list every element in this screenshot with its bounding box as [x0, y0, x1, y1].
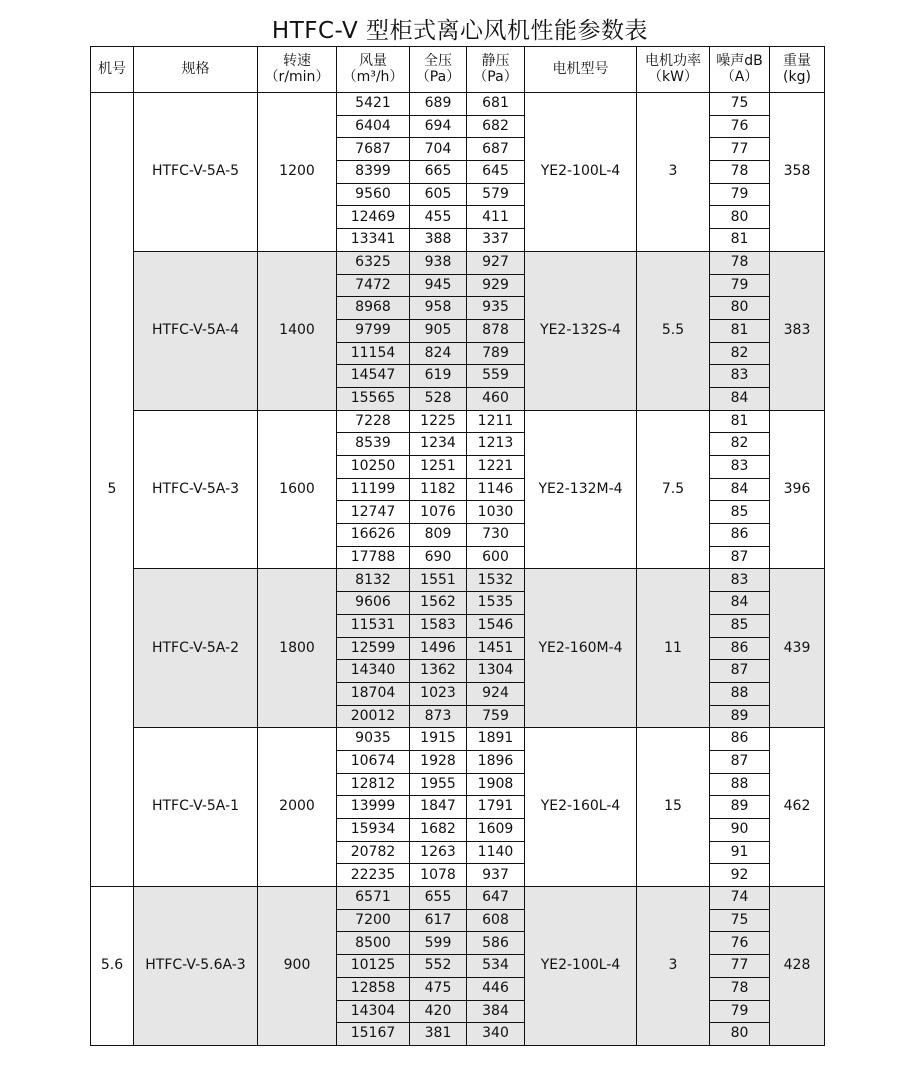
airflow-cell: 8500 — [337, 932, 410, 955]
table-row — [91, 93, 825, 116]
static-pressure-cell: 1140 — [467, 841, 525, 864]
static-pressure-cell: 935 — [467, 297, 525, 320]
total-pressure-cell: 873 — [410, 705, 467, 728]
noise-cell: 75 — [710, 93, 770, 116]
static-pressure-cell: 1791 — [467, 796, 525, 819]
static-pressure-cell: 878 — [467, 319, 525, 342]
noise-cell: 90 — [710, 819, 770, 842]
airflow-cell: 22235 — [337, 864, 410, 887]
total-pressure-cell: 694 — [410, 115, 467, 138]
airflow-cell: 11531 — [337, 614, 410, 637]
noise-cell: 85 — [710, 614, 770, 637]
airflow-cell: 10250 — [337, 456, 410, 479]
static-pressure-cell: 411 — [467, 206, 525, 229]
model-cell: HTFC-V-5A-3 — [134, 410, 258, 569]
static-pressure-cell: 1891 — [467, 728, 525, 751]
noise-cell: 77 — [710, 138, 770, 161]
static-pressure-cell: 460 — [467, 387, 525, 410]
noise-cell: 80 — [710, 1023, 770, 1046]
total-pressure-cell: 1076 — [410, 501, 467, 524]
total-pressure-cell: 1362 — [410, 660, 467, 683]
noise-cell: 89 — [710, 796, 770, 819]
static-pressure-cell: 1896 — [467, 750, 525, 773]
airflow-cell: 12747 — [337, 501, 410, 524]
total-pressure-cell: 619 — [410, 365, 467, 388]
noise-cell: 78 — [710, 251, 770, 274]
header-noise: 噪声dB （A） — [710, 47, 770, 93]
airflow-cell: 15167 — [337, 1023, 410, 1046]
airflow-cell: 12858 — [337, 977, 410, 1000]
total-pressure-cell: 655 — [410, 887, 467, 910]
header-model: 规格 — [134, 47, 258, 93]
airflow-cell: 8399 — [337, 161, 410, 184]
model-cell: HTFC-V-5A-4 — [134, 251, 258, 410]
weight-cell: 439 — [770, 569, 825, 728]
speed-cell: 1800 — [258, 569, 337, 728]
motor-model-cell: YE2-132M-4 — [525, 410, 637, 569]
noise-cell: 79 — [710, 183, 770, 206]
airflow-cell: 15934 — [337, 819, 410, 842]
header-airflow: 风量 （m³/h） — [337, 47, 410, 93]
speed-cell: 1400 — [258, 251, 337, 410]
static-pressure-cell: 1546 — [467, 614, 525, 637]
airflow-cell: 10674 — [337, 750, 410, 773]
total-pressure-cell: 938 — [410, 251, 467, 274]
total-pressure-cell: 1551 — [410, 569, 467, 592]
airflow-cell: 14547 — [337, 365, 410, 388]
model-cell: HTFC-V-5A-2 — [134, 569, 258, 728]
model-cell: HTFC-V-5A-1 — [134, 728, 258, 887]
noise-cell: 74 — [710, 887, 770, 910]
total-pressure-cell: 704 — [410, 138, 467, 161]
noise-cell: 86 — [710, 728, 770, 751]
airflow-cell: 12599 — [337, 637, 410, 660]
static-pressure-cell: 446 — [467, 977, 525, 1000]
static-pressure-cell: 1221 — [467, 456, 525, 479]
noise-cell: 75 — [710, 909, 770, 932]
header-weight: 重量 (kg) — [770, 47, 825, 93]
noise-cell: 83 — [710, 456, 770, 479]
static-pressure-cell: 1030 — [467, 501, 525, 524]
noise-cell: 82 — [710, 433, 770, 456]
motor-model-cell: YE2-160L-4 — [525, 728, 637, 887]
airflow-cell: 9035 — [337, 728, 410, 751]
table-row — [91, 887, 825, 910]
airflow-cell: 9560 — [337, 183, 410, 206]
static-pressure-cell: 1535 — [467, 592, 525, 615]
noise-cell: 81 — [710, 319, 770, 342]
noise-cell: 77 — [710, 955, 770, 978]
static-pressure-cell: 1532 — [467, 569, 525, 592]
static-pressure-cell: 1213 — [467, 433, 525, 456]
static-pressure-cell: 340 — [467, 1023, 525, 1046]
noise-cell: 92 — [710, 864, 770, 887]
motor-power-cell: 7.5 — [637, 410, 710, 569]
total-pressure-cell: 455 — [410, 206, 467, 229]
static-pressure-cell: 929 — [467, 274, 525, 297]
header-motor-power: 电机功率 （kW） — [637, 47, 710, 93]
noise-cell: 87 — [710, 546, 770, 569]
total-pressure-cell: 1234 — [410, 433, 467, 456]
header-motor-model: 电机型号 — [525, 47, 637, 93]
motor-model-cell: YE2-132S-4 — [525, 251, 637, 410]
static-pressure-cell: 1908 — [467, 773, 525, 796]
static-pressure-cell: 559 — [467, 365, 525, 388]
total-pressure-cell: 420 — [410, 1000, 467, 1023]
noise-cell: 81 — [710, 410, 770, 433]
noise-cell: 76 — [710, 932, 770, 955]
speed-cell: 1600 — [258, 410, 337, 569]
static-pressure-cell: 1451 — [467, 637, 525, 660]
total-pressure-cell: 809 — [410, 524, 467, 547]
static-pressure-cell: 789 — [467, 342, 525, 365]
static-pressure-cell: 384 — [467, 1000, 525, 1023]
airflow-cell: 12812 — [337, 773, 410, 796]
motor-power-cell: 15 — [637, 728, 710, 887]
total-pressure-cell: 1225 — [410, 410, 467, 433]
noise-cell: 79 — [710, 274, 770, 297]
noise-cell: 88 — [710, 773, 770, 796]
static-pressure-cell: 337 — [467, 229, 525, 252]
airflow-cell: 8132 — [337, 569, 410, 592]
noise-cell: 89 — [710, 705, 770, 728]
total-pressure-cell: 1847 — [410, 796, 467, 819]
total-pressure-cell: 1263 — [410, 841, 467, 864]
total-pressure-cell: 1251 — [410, 456, 467, 479]
total-pressure-cell: 605 — [410, 183, 467, 206]
weight-cell: 396 — [770, 410, 825, 569]
airflow-cell: 17788 — [337, 546, 410, 569]
airflow-cell: 12469 — [337, 206, 410, 229]
noise-cell: 85 — [710, 501, 770, 524]
static-pressure-cell: 937 — [467, 864, 525, 887]
static-pressure-cell: 600 — [467, 546, 525, 569]
header-row — [91, 47, 825, 93]
noise-cell: 84 — [710, 387, 770, 410]
header-speed: 转速 （r/min） — [258, 47, 337, 93]
table-row — [91, 251, 825, 274]
airflow-cell: 9799 — [337, 319, 410, 342]
airflow-cell: 7687 — [337, 138, 410, 161]
motor-model-cell: YE2-160M-4 — [525, 569, 637, 728]
airflow-cell: 18704 — [337, 682, 410, 705]
total-pressure-cell: 528 — [410, 387, 467, 410]
speed-cell: 900 — [258, 887, 337, 1046]
noise-cell: 86 — [710, 637, 770, 660]
total-pressure-cell: 1078 — [410, 864, 467, 887]
noise-cell: 78 — [710, 977, 770, 1000]
speed-cell: 1200 — [258, 93, 337, 252]
noise-cell: 83 — [710, 569, 770, 592]
noise-cell: 87 — [710, 660, 770, 683]
motor-power-cell: 11 — [637, 569, 710, 728]
total-pressure-cell: 599 — [410, 932, 467, 955]
total-pressure-cell: 689 — [410, 93, 467, 116]
airflow-cell: 15565 — [337, 387, 410, 410]
static-pressure-cell: 730 — [467, 524, 525, 547]
table-row — [91, 728, 825, 751]
static-pressure-cell: 687 — [467, 138, 525, 161]
table-row — [91, 410, 825, 433]
total-pressure-cell: 665 — [410, 161, 467, 184]
static-pressure-cell: 1304 — [467, 660, 525, 683]
total-pressure-cell: 690 — [410, 546, 467, 569]
noise-cell: 81 — [710, 229, 770, 252]
static-pressure-cell: 681 — [467, 93, 525, 116]
airflow-cell: 8539 — [337, 433, 410, 456]
airflow-cell: 11154 — [337, 342, 410, 365]
airflow-cell: 13341 — [337, 229, 410, 252]
performance-table — [90, 46, 825, 1046]
static-pressure-cell: 579 — [467, 183, 525, 206]
total-pressure-cell: 1023 — [410, 682, 467, 705]
total-pressure-cell: 1583 — [410, 614, 467, 637]
motor-power-cell: 3 — [637, 887, 710, 1046]
noise-cell: 84 — [710, 592, 770, 615]
weight-cell: 462 — [770, 728, 825, 887]
total-pressure-cell: 388 — [410, 229, 467, 252]
airflow-cell: 20012 — [337, 705, 410, 728]
motor-power-cell: 3 — [637, 93, 710, 252]
airflow-cell: 9606 — [337, 592, 410, 615]
static-pressure-cell: 647 — [467, 887, 525, 910]
total-pressure-cell: 381 — [410, 1023, 467, 1046]
total-pressure-cell: 905 — [410, 319, 467, 342]
airflow-cell: 7200 — [337, 909, 410, 932]
total-pressure-cell: 1955 — [410, 773, 467, 796]
static-pressure-cell: 924 — [467, 682, 525, 705]
page-title: HTFC-V 型柜式离心风机性能参数表 — [271, 18, 649, 44]
static-pressure-cell: 586 — [467, 932, 525, 955]
total-pressure-cell: 1496 — [410, 637, 467, 660]
noise-cell: 87 — [710, 750, 770, 773]
static-pressure-cell: 1146 — [467, 478, 525, 501]
airflow-cell: 6404 — [337, 115, 410, 138]
total-pressure-cell: 1915 — [410, 728, 467, 751]
table-row — [91, 569, 825, 592]
airflow-cell: 6571 — [337, 887, 410, 910]
header-machine-no: 机号 — [91, 47, 134, 93]
total-pressure-cell: 617 — [410, 909, 467, 932]
airflow-cell: 14340 — [337, 660, 410, 683]
total-pressure-cell: 1928 — [410, 750, 467, 773]
static-pressure-cell: 534 — [467, 955, 525, 978]
noise-cell: 83 — [710, 365, 770, 388]
static-pressure-cell: 645 — [467, 161, 525, 184]
speed-cell: 2000 — [258, 728, 337, 887]
noise-cell: 80 — [710, 297, 770, 320]
noise-cell: 82 — [710, 342, 770, 365]
machine-no-cell: 5.6 — [91, 887, 134, 1046]
airflow-cell: 7472 — [337, 274, 410, 297]
model-cell: HTFC-V-5.6A-3 — [134, 887, 258, 1046]
static-pressure-cell: 1609 — [467, 819, 525, 842]
airflow-cell: 20782 — [337, 841, 410, 864]
noise-cell: 91 — [710, 841, 770, 864]
weight-cell: 358 — [770, 93, 825, 252]
airflow-cell: 11199 — [337, 478, 410, 501]
motor-model-cell: YE2-100L-4 — [525, 93, 637, 252]
static-pressure-cell: 927 — [467, 251, 525, 274]
static-pressure-cell: 759 — [467, 705, 525, 728]
total-pressure-cell: 945 — [410, 274, 467, 297]
airflow-cell: 5421 — [337, 93, 410, 116]
noise-cell: 76 — [710, 115, 770, 138]
total-pressure-cell: 1182 — [410, 478, 467, 501]
machine-no-cell: 5 — [91, 93, 134, 887]
airflow-cell: 14304 — [337, 1000, 410, 1023]
weight-cell: 428 — [770, 887, 825, 1046]
airflow-cell: 8968 — [337, 297, 410, 320]
noise-cell: 79 — [710, 1000, 770, 1023]
airflow-cell: 6325 — [337, 251, 410, 274]
airflow-cell: 16626 — [337, 524, 410, 547]
airflow-cell: 7228 — [337, 410, 410, 433]
total-pressure-cell: 824 — [410, 342, 467, 365]
total-pressure-cell: 958 — [410, 297, 467, 320]
total-pressure-cell: 1682 — [410, 819, 467, 842]
noise-cell: 88 — [710, 682, 770, 705]
model-cell: HTFC-V-5A-5 — [134, 93, 258, 252]
static-pressure-cell: 682 — [467, 115, 525, 138]
noise-cell: 84 — [710, 478, 770, 501]
noise-cell: 80 — [710, 206, 770, 229]
weight-cell: 383 — [770, 251, 825, 410]
total-pressure-cell: 552 — [410, 955, 467, 978]
airflow-cell: 13999 — [337, 796, 410, 819]
noise-cell: 78 — [710, 161, 770, 184]
noise-cell: 86 — [710, 524, 770, 547]
header-static-pressure: 静压 （Pa） — [467, 47, 525, 93]
airflow-cell: 10125 — [337, 955, 410, 978]
total-pressure-cell: 475 — [410, 977, 467, 1000]
static-pressure-cell: 608 — [467, 909, 525, 932]
motor-model-cell: YE2-100L-4 — [525, 887, 637, 1046]
static-pressure-cell: 1211 — [467, 410, 525, 433]
header-total-pressure: 全压 （Pa） — [410, 47, 467, 93]
total-pressure-cell: 1562 — [410, 592, 467, 615]
motor-power-cell: 5.5 — [637, 251, 710, 410]
